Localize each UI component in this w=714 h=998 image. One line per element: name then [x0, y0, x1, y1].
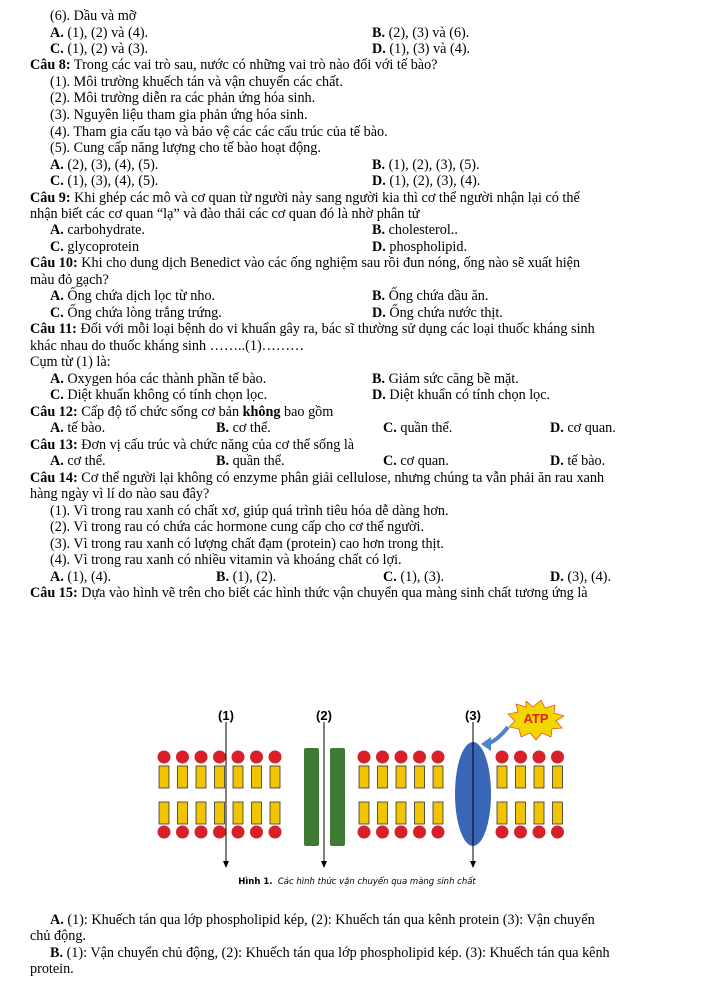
lipid-tail — [497, 766, 507, 788]
lipid-head — [551, 826, 564, 839]
lipid-head — [533, 826, 546, 839]
option-b: B. Ống chứa dầu ăn. — [372, 288, 489, 304]
option-a: A. carbohydrate. — [50, 222, 145, 238]
statement: (2). Môi trường diễn ra các phản ứng hóa sinh. — [50, 90, 316, 106]
option-a: A. (2), (3), (4), (5). — [50, 157, 159, 173]
question-8: Câu 8: Trong các vai trò sau, nước có những vai trò nào đối với tế bào? — [30, 57, 438, 73]
option-a: A. (1): Khuếch tán qua lớp phospholipid kép, (2): Khuếch tán qua kênh protein (3): Vận chuyển — [50, 912, 595, 928]
lipid-tail — [396, 802, 406, 824]
statement: (4). Tham gia cấu tạo và bảo vệ các các cấu trúc của tế bào. — [50, 124, 388, 140]
question-15: Câu 15: Dựa vào hình vẽ trên cho biết các hình thức vận chuyển qua màng sinh chất tương ứng là — [30, 585, 588, 601]
option-a: A. cơ thể. — [50, 453, 106, 469]
lipid-head — [232, 826, 245, 839]
lipid-tail — [252, 802, 262, 824]
lipid-tail — [415, 766, 425, 788]
option-b: B. (1), (2). — [216, 569, 277, 585]
option-b-cont: protein. — [30, 961, 74, 977]
lipid-head — [195, 751, 208, 764]
label-2: (2) — [316, 708, 332, 723]
option-c: C. cơ quan. — [383, 453, 449, 469]
option-d: D. phospholipid. — [372, 239, 467, 255]
option-d: D. (3), (4). — [550, 569, 612, 585]
lipid-head — [176, 826, 189, 839]
lipid-head — [358, 826, 371, 839]
lipid-tail — [378, 802, 388, 824]
lipid-head — [395, 751, 408, 764]
lipid-tail — [553, 802, 563, 824]
lipid-head — [551, 751, 564, 764]
option-b: B. (1): Vận chuyển chủ động, (2): Khuếch tán qua lớp phospholipid kép. (3): Khuếch tán qua kênh — [50, 945, 610, 961]
question-10: Câu 10: Khi cho dung dịch Benedict vào các ống nghiệm sau rồi đun nóng, ống nào sẽ xuất hiện — [30, 255, 581, 271]
lipid-tail — [433, 766, 443, 788]
lipid-tail — [497, 802, 507, 824]
lipid-tail — [534, 802, 544, 824]
lipid-tail — [196, 766, 206, 788]
option-c: C. glycoprotein — [50, 239, 140, 255]
lipid-tail — [233, 766, 243, 788]
lipid-head — [358, 751, 371, 764]
membrane-transport-figure — [140, 700, 570, 888]
lipid-head — [195, 826, 208, 839]
lipid-head — [213, 826, 226, 839]
option-b: B. Giảm sức căng bề mặt. — [372, 371, 519, 387]
lipid-head — [250, 751, 263, 764]
option-b: B. cholesterol.. — [372, 222, 458, 238]
lipid-head — [232, 751, 245, 764]
lipid-tail — [178, 766, 188, 788]
question-14: Câu 14: Cơ thể người lại không có enzyme phân giải cellulose, nhưng chúng ta vẫn phải ăn rau xanh — [30, 470, 605, 486]
lipid-tail — [178, 802, 188, 824]
statement: (1). Môi trường khuếch tán và vận chuyển các chất. — [50, 74, 343, 90]
option-d: D. (1), (3) và (4). — [372, 41, 471, 57]
lipid-tail — [196, 802, 206, 824]
lipid-head — [269, 751, 282, 764]
lipid-head — [176, 751, 189, 764]
statement: (5). Cung cấp năng lượng cho tế bào hoạt động. — [50, 140, 321, 156]
lipid-tail — [159, 766, 169, 788]
lipid-head — [413, 751, 426, 764]
question-10-cont: màu đỏ gạch? — [30, 272, 109, 288]
option-b: B. quần thể. — [216, 453, 285, 469]
question-9-cont: nhận biết các cơ quan “lạ” và đào thải các cơ quan đó là nhờ phân tử — [30, 206, 420, 222]
lipid-head — [496, 751, 509, 764]
option-b: B. (2), (3) và (6). — [372, 25, 470, 41]
statement: (2). Vì trong rau có chứa các hormone cung cấp cho cơ thể người. — [50, 519, 425, 535]
statement: (3). Nguyên liệu tham gia phản ứng hóa sinh. — [50, 107, 308, 123]
lipid-head — [158, 826, 171, 839]
lipid-head — [269, 826, 282, 839]
lipid-tail — [270, 766, 280, 788]
question-9: Câu 9: Khi ghép các mô và cơ quan từ người này sang người kia thì cơ thể người nhận lại có thể — [30, 190, 580, 206]
item-6: (6). Dầu và mỡ — [50, 8, 137, 24]
lipid-tail — [252, 766, 262, 788]
lipid-tail — [553, 766, 563, 788]
lipid-tail — [415, 802, 425, 824]
question-11-cont: khác nhau do thuốc kháng sinh ……..(1)……… — [30, 338, 305, 354]
phospholipid-bilayer — [158, 751, 565, 839]
statement: (4). Vì trong rau xanh có nhiều vitamin và khoáng chất có lợi. — [50, 552, 402, 568]
lipid-head — [533, 751, 546, 764]
question-12: Câu 12: Cấp độ tổ chức sống cơ bản không bao gồm — [30, 404, 334, 420]
question-14-cont: hàng ngày vì lí do nào sau đây? — [30, 486, 210, 502]
lipid-head — [376, 826, 389, 839]
option-a: A. Ống chứa dịch lọc từ nho. — [50, 288, 216, 304]
option-d: D. tế bào. — [550, 453, 606, 469]
option-a: A. tế bào. — [50, 420, 106, 436]
lipid-head — [413, 826, 426, 839]
channel-protein-left — [304, 748, 319, 846]
lipid-tail — [215, 802, 225, 824]
label-1: (1) — [218, 708, 234, 723]
question-13: Câu 13: Đơn vị cấu trúc và chức năng của cơ thể sống là — [30, 437, 355, 453]
option-d: D. cơ quan. — [550, 420, 616, 436]
lipid-head — [514, 826, 527, 839]
lipid-head — [395, 826, 408, 839]
option-d: D. (1), (2), (3), (4). — [372, 173, 481, 189]
atp-label: ATP — [523, 711, 549, 726]
lipid-tail — [396, 766, 406, 788]
option-c: C. Diệt khuẩn không có tính chọn lọc. — [50, 387, 268, 403]
statement: (1). Vì trong rau xanh có chất xơ, giúp quá trình tiêu hóa dễ dàng hơn. — [50, 503, 449, 519]
statement: (3). Vì trong rau xanh có lượng chất đạm (protein) cao hơn trong thịt. — [50, 536, 444, 552]
label-3: (3) — [465, 708, 481, 723]
channel-protein-right — [330, 748, 345, 846]
lipid-head — [496, 826, 509, 839]
lipid-head — [250, 826, 263, 839]
lipid-head — [213, 751, 226, 764]
lipid-tail — [378, 766, 388, 788]
lipid-tail — [534, 766, 544, 788]
option-d: D. Ống chứa nước thịt. — [372, 305, 503, 321]
lipid-head — [514, 751, 527, 764]
option-a: A. (1), (4). — [50, 569, 112, 585]
lipid-tail — [516, 802, 526, 824]
option-c: C. (1), (3). — [383, 569, 445, 585]
lipid-tail — [233, 802, 243, 824]
option-b: B. (1), (2), (3), (5). — [372, 157, 480, 173]
figure-caption: Hình 1. Các hình thức vận chuyển qua màng sinh chất — [238, 877, 476, 887]
lipid-tail — [359, 802, 369, 824]
lipid-head — [432, 826, 445, 839]
lipid-tail — [433, 802, 443, 824]
option-c: C. quần thể. — [383, 420, 453, 436]
option-a: A. (1), (2) và (4). — [50, 25, 149, 41]
lipid-tail — [359, 766, 369, 788]
lipid-head — [376, 751, 389, 764]
lipid-tail — [215, 766, 225, 788]
option-c: C. Ống chứa lòng trắng trứng. — [50, 305, 222, 321]
lipid-tail — [270, 802, 280, 824]
option-b: B. cơ thể. — [216, 420, 271, 436]
lipid-head — [158, 751, 171, 764]
lipid-tail — [159, 802, 169, 824]
lipid-tail — [516, 766, 526, 788]
option-a: A. Oxygen hóa các thành phần tế bào. — [50, 371, 267, 387]
lipid-head — [432, 751, 445, 764]
question-11-prompt: Cụm từ (1) là: — [30, 354, 111, 370]
question-11: Câu 11: Đối với mỗi loại bệnh do vi khuẩn gây ra, bác sĩ thường sử dụng các loại thuốc kháng sinh — [30, 321, 595, 337]
option-c: C. (1), (3), (4), (5). — [50, 173, 159, 189]
option-d: D. Diệt khuẩn có tính chọn lọc. — [372, 387, 551, 403]
option-a-cont: chủ động. — [30, 928, 86, 944]
option-c: C. (1), (2) và (3). — [50, 41, 149, 57]
